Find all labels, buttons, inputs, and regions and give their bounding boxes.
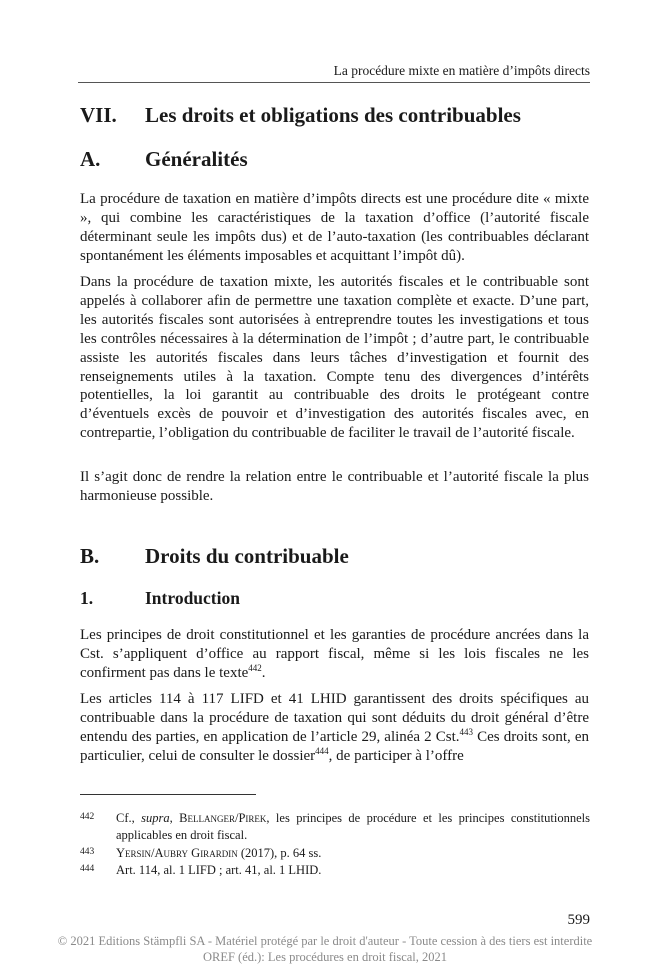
section-b-title: Droits du contribuable [145,544,349,568]
paragraph-a1: La procédure de taxation en matière d’impôts directs est une procédure dite « mixte », qui combine les caractéristiques de la taxation d’office (l’autorité fiscale déterminant seule les impôts dus) et de l’auto-taxation (les contribuables déclarant spontanément les éléments imposables et acquittant l’impôt dû). [80,191,589,264]
copyright-notice [0,933,650,965]
footnote-separator [80,794,256,795]
footnote-number: 444 [80,864,95,874]
section-a-heading [80,146,248,172]
footnote-ref-443[interactable]: 443 [459,726,474,737]
section-b1-number: 1. [80,588,94,608]
footnote-444 [80,862,590,879]
paragraph-b2: Les articles 114 à 117 LIFD et 41 LHID garantissent des droits spécifiques au contribuable dans la procédure de taxation qui sont déduits du droit général d’être entendu des parties, en application de l’article 29, alinéa 2 Cst.$^{443}$ Ces droits sont, en particulier, celui de consulter le dossier$^{444}$, de participer à l’offre [80,691,589,764]
footnote-text: Art. 114, al. 1 LIFD ; art. 41, al. 1 LHID. [116,863,322,877]
section-a-number: A. [80,147,101,171]
footnote-ref-444[interactable]: 444 [315,745,329,756]
section-vii-number: VII. [80,103,117,127]
page-number: 599 [567,912,590,928]
section-vii-heading [80,102,521,128]
section-vii-title: Les droits et obligations des contribuables [145,103,521,127]
header-rule [78,82,590,83]
footnote-ref-442[interactable]: 442 [248,662,262,673]
paragraph-b1: Les principes de droit constitutionnel et les garanties de procédure ancrées dans la Cst. s’appliquent d’office au rapport fiscal, même si les lois fiscales ne les confirment pas dans le texte$^{442}$. [80,627,589,681]
section-a-title: Généralités [145,147,248,171]
paragraph-a3: Il s’agit donc de rendre la relation entre le contribuable et l’autorité fiscale la plus harmonieuse possible. [80,469,589,504]
footnote-443 [80,845,590,862]
section-b-number: B. [80,544,100,568]
paragraph-b1-text: Les principes de droit constitutionnel et les garanties de procédure ancrées dans la Cst. s’appliquent d’office au rapport fiscal, même si les lois fiscales ne les confirment pas dans le texte [80,627,589,681]
section-b-heading [80,543,349,569]
section-b1-heading [80,587,240,609]
paragraph-a2: Dans la procédure de taxation mixte, les autorités fiscales et le contribuable sont appelés à collaborer afin de permettre une taxation complète et exacte. D’une part, les autorités fiscales sont autorisées à entreprendre toutes les investigations et tous les contrôles nécessaires à la détermination de l’impôt ; d’autre part, le contribuable assiste les autorités fiscales dans leurs tâches d’investigation et fournit des renseignements utiles à la taxation. Compte tenu des divergences d’intérêts potentielles, la loi garantit au contribuable des droits le protégeant contre d’éventuels excès de pouvoir et d’investigation des autorités fiscales avec, en contrepartie, l’obligation du contribuable de faciliter le travail de l’autorité fiscale. [80,274,589,442]
section-b1-title: Introduction [145,588,240,608]
footnote-number: 442 [80,812,95,822]
running-header: La procédure mixte en matière d’impôts directs [333,63,590,78]
footnote-number: 443 [80,847,95,857]
footnote-text: Cf., supra, Bellanger/Pirek, les principes de procédure et les principes constitutionnels applicables en droit fiscal. [116,811,590,842]
copyright-line-1: © 2021 Editions Stämpfli SA - Matériel protégé par le droit d'auteur - Toute cession à des tiers est interdite [57,934,593,948]
copyright-line-2: OREF (éd.): Les procédures en droit fiscal, 2021 [202,950,448,964]
footnote-text: Yersin/Aubry Girardin (2017), p. 64 ss. [116,846,322,860]
footnote-442 [80,810,590,843]
